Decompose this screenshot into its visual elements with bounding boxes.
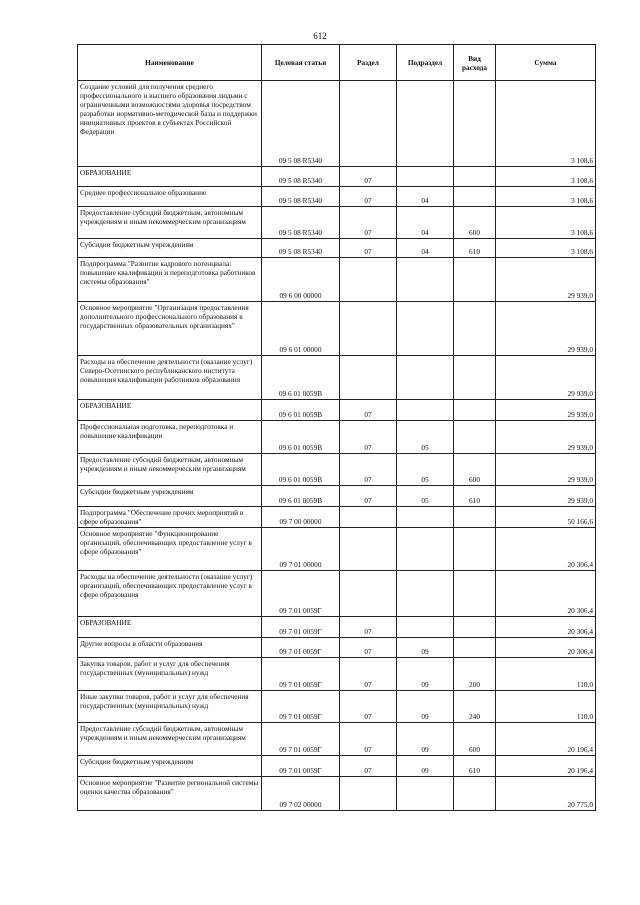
- row-name: Основное мероприятие "Организация предоставления дополнительного профессионального образования в государственных образовательных организациях": [78, 302, 262, 356]
- table-row: [78, 258, 596, 302]
- table-row: [78, 486, 596, 507]
- row-sum: 20 196,4: [496, 756, 596, 777]
- row-expense-kind: [454, 421, 496, 454]
- row-subsection: 05: [397, 421, 454, 454]
- row-expense-kind: [454, 187, 496, 207]
- row-target-code: 09 7 01 0059Г: [262, 658, 340, 691]
- table-row: [78, 777, 596, 811]
- row-subsection: 04: [397, 239, 454, 258]
- row-target-code: 09 6 01 0059В: [262, 454, 340, 486]
- row-subsection: 09: [397, 658, 454, 691]
- table-row: [78, 454, 596, 486]
- row-sum: 20 306,4: [496, 528, 596, 571]
- row-sum: 20 196,4: [496, 723, 596, 756]
- row-subsection: 05: [397, 454, 454, 486]
- row-subsection: [397, 507, 454, 528]
- row-subsection: [397, 528, 454, 571]
- row-target-code: 09 7 00 00000: [262, 507, 340, 528]
- row-expense-kind: [454, 507, 496, 528]
- row-section: [340, 81, 397, 167]
- row-subsection: [397, 356, 454, 400]
- row-target-code: 09 6 01 00000: [262, 302, 340, 356]
- table-row: [78, 239, 596, 258]
- row-name: Подпрограмма "Обеспечение прочих мероприятий в сфере образования": [78, 507, 262, 528]
- header-code: Целевая статья: [262, 45, 340, 81]
- row-target-code: 09 7 01 0059Г: [262, 571, 340, 617]
- row-name: Создание условий для получения среднего профессионального и высшего образования людьми с ограниченными возможностями здоровья посредством разработки нормативно-методической базы и поддержки инициативных проектов в субъектах Российской Федерации: [78, 81, 262, 167]
- row-subsection: 09: [397, 756, 454, 777]
- row-section: [340, 302, 397, 356]
- row-expense-kind: [454, 302, 496, 356]
- row-section: [340, 507, 397, 528]
- row-name: ОБРАЗОВАНИЕ: [78, 167, 262, 187]
- table-row: [78, 723, 596, 756]
- row-target-code: 09 7 01 00000: [262, 528, 340, 571]
- header-sum: Сумма: [496, 45, 596, 81]
- row-subsection: 09: [397, 723, 454, 756]
- row-expense-kind: 600: [454, 723, 496, 756]
- row-target-code: 09 7 01 0059Г: [262, 617, 340, 638]
- row-expense-kind: 600: [454, 454, 496, 486]
- row-name: Подпрограмма "Развитие кадрового потенциала: повышение квалификации и переподготовка работников системы образования": [78, 258, 262, 302]
- row-target-code: 09 6 00 00000: [262, 258, 340, 302]
- row-subsection: [397, 571, 454, 617]
- header-section: Раздел: [340, 45, 397, 81]
- row-name: ОБРАЗОВАНИЕ: [78, 400, 262, 421]
- row-target-code: 09 7 02 00000: [262, 777, 340, 811]
- row-expense-kind: 240: [454, 691, 496, 723]
- row-subsection: [397, 777, 454, 811]
- row-expense-kind: [454, 617, 496, 638]
- row-section: 07: [340, 454, 397, 486]
- row-section: 07: [340, 617, 397, 638]
- row-target-code: 09 7 01 0059Г: [262, 638, 340, 658]
- table-row: [78, 658, 596, 691]
- table-row: [78, 507, 596, 528]
- row-subsection: 09: [397, 691, 454, 723]
- row-subsection: [397, 81, 454, 167]
- row-name: Предоставление субсидий бюджетным, автономным учреждениям и иным некоммерческим организациям: [78, 207, 262, 239]
- row-name: Предоставление субсидий бюджетным, автономным учреждениям и иным некоммерческим организациям: [78, 454, 262, 486]
- table-row: [78, 187, 596, 207]
- row-sum: 29 939,0: [496, 258, 596, 302]
- row-sum: 29 939,0: [496, 421, 596, 454]
- row-section: 07: [340, 756, 397, 777]
- row-section: 07: [340, 421, 397, 454]
- row-subsection: [397, 302, 454, 356]
- row-section: 07: [340, 167, 397, 187]
- header-kind: Вид расхода: [454, 45, 496, 81]
- row-sum: 20 306,4: [496, 571, 596, 617]
- row-target-code: 09 5 08 R5340: [262, 239, 340, 258]
- budget-table: [77, 44, 596, 811]
- table-row: [78, 400, 596, 421]
- row-expense-kind: 600: [454, 207, 496, 239]
- row-section: [340, 528, 397, 571]
- table-row: [78, 302, 596, 356]
- row-section: [340, 258, 397, 302]
- row-name: Закупка товаров, работ и услуг для обеспечения государственных (муниципальных) нужд: [78, 658, 262, 691]
- row-section: 07: [340, 723, 397, 756]
- row-target-code: 09 7 01 0059Г: [262, 756, 340, 777]
- table-row: [78, 691, 596, 723]
- row-sum: 29 939,0: [496, 486, 596, 507]
- row-sum: 50 166,6: [496, 507, 596, 528]
- row-expense-kind: 610: [454, 239, 496, 258]
- row-expense-kind: [454, 777, 496, 811]
- row-name: Расходы на обеспечение деятельности (оказание услуг) организаций, обеспечивающих предоставление услуг в сфере образования: [78, 571, 262, 617]
- table-row: [78, 81, 596, 167]
- row-section: [340, 356, 397, 400]
- row-target-code: 09 6 01 0059В: [262, 421, 340, 454]
- row-expense-kind: 610: [454, 486, 496, 507]
- row-expense-kind: [454, 167, 496, 187]
- table-row: [78, 356, 596, 400]
- header-subsection: Подраздел: [397, 45, 454, 81]
- page-number: 612: [313, 31, 327, 41]
- row-subsection: 04: [397, 207, 454, 239]
- table-body: [78, 81, 596, 811]
- row-sum: 20 306,4: [496, 638, 596, 658]
- row-target-code: 09 5 08 R5340: [262, 207, 340, 239]
- row-name: Иные закупки товаров, работ и услуг для обеспечения государственных (муниципальных) нужд: [78, 691, 262, 723]
- table-row: [78, 617, 596, 638]
- row-sum: 3 108,6: [496, 207, 596, 239]
- row-sum: 3 108,6: [496, 187, 596, 207]
- row-name: Субсидии бюджетным учреждениям: [78, 486, 262, 507]
- row-sum: 20 306,4: [496, 617, 596, 638]
- table-row: [78, 421, 596, 454]
- row-target-code: 09 6 01 0059В: [262, 356, 340, 400]
- row-target-code: 09 7 01 0059Г: [262, 723, 340, 756]
- table-row: [78, 207, 596, 239]
- row-sum: 29 939,0: [496, 356, 596, 400]
- row-section: 07: [340, 187, 397, 207]
- row-target-code: 09 7 01 0059Г: [262, 691, 340, 723]
- table-row: [78, 167, 596, 187]
- row-name: Среднее профессиональное образование: [78, 187, 262, 207]
- row-subsection: 04: [397, 187, 454, 207]
- row-subsection: [397, 258, 454, 302]
- row-name: Субсидии бюджетным учреждениям: [78, 239, 262, 258]
- row-target-code: 09 6 01 0059В: [262, 400, 340, 421]
- row-expense-kind: [454, 258, 496, 302]
- row-subsection: [397, 167, 454, 187]
- row-name: Другие вопросы в области образования: [78, 638, 262, 658]
- row-subsection: 09: [397, 638, 454, 658]
- row-subsection: 05: [397, 486, 454, 507]
- row-name: Основное мероприятие "Развитие региональной системы оценки качества образования": [78, 777, 262, 811]
- row-name: Профессиональная подготовка, переподготовка и повышение квалификации: [78, 421, 262, 454]
- row-expense-kind: [454, 400, 496, 421]
- row-expense-kind: [454, 528, 496, 571]
- row-sum: 3 108,6: [496, 167, 596, 187]
- row-sum: 3 108,6: [496, 239, 596, 258]
- table-row: [78, 571, 596, 617]
- row-section: 07: [340, 658, 397, 691]
- row-section: 07: [340, 400, 397, 421]
- row-target-code: 09 5 08 R5340: [262, 187, 340, 207]
- row-section: 07: [340, 486, 397, 507]
- row-sum: 110,0: [496, 691, 596, 723]
- row-sum: 29 939,0: [496, 302, 596, 356]
- row-sum: 29 939,0: [496, 400, 596, 421]
- row-expense-kind: 200: [454, 658, 496, 691]
- row-name: Расходы на обеспечение деятельности (оказание услуг) Северо-Осетинского республиканского института повышения квалификации работников образования: [78, 356, 262, 400]
- row-expense-kind: [454, 81, 496, 167]
- row-target-code: 09 5 08 R5340: [262, 167, 340, 187]
- row-target-code: 09 6 01 0059В: [262, 486, 340, 507]
- row-expense-kind: [454, 571, 496, 617]
- table-row: [78, 528, 596, 571]
- header-name: Наименование: [78, 45, 262, 81]
- row-name: ОБРАЗОВАНИЕ: [78, 617, 262, 638]
- row-subsection: [397, 617, 454, 638]
- row-section: [340, 571, 397, 617]
- row-name: Основное мероприятие "Функционирование организаций, обеспечивающих предоставление услуг в сфере образования": [78, 528, 262, 571]
- row-section: 07: [340, 691, 397, 723]
- row-sum: 110,0: [496, 658, 596, 691]
- row-target-code: 09 5 08 R5340: [262, 81, 340, 167]
- row-sum: 20 775,0: [496, 777, 596, 811]
- row-section: [340, 777, 397, 811]
- row-expense-kind: [454, 356, 496, 400]
- row-name: Предоставление субсидий бюджетным, автономным учреждениям и иным некоммерческим организациям: [78, 723, 262, 756]
- row-subsection: [397, 400, 454, 421]
- row-expense-kind: [454, 638, 496, 658]
- row-sum: 29 939,0: [496, 454, 596, 486]
- row-sum: 3 108,6: [496, 81, 596, 167]
- row-section: 07: [340, 638, 397, 658]
- row-section: 07: [340, 207, 397, 239]
- table-header-row: [78, 45, 596, 81]
- row-name: Субсидии бюджетным учреждениям: [78, 756, 262, 777]
- row-section: 07: [340, 239, 397, 258]
- row-expense-kind: 610: [454, 756, 496, 777]
- table-row: [78, 756, 596, 777]
- table-row: [78, 638, 596, 658]
